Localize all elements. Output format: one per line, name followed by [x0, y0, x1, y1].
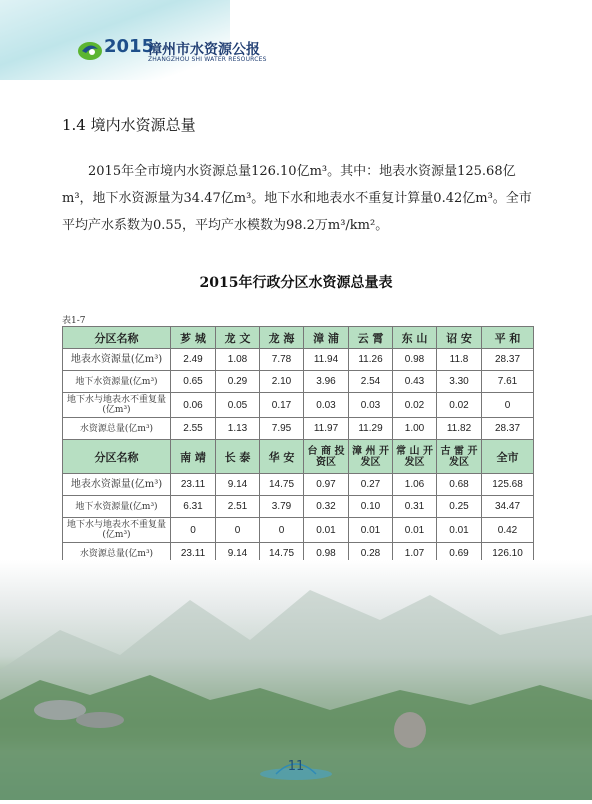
row-label: 地下水资源量(亿m³) — [63, 371, 171, 393]
table-cell: 0.27 — [349, 474, 393, 496]
water-resources-table — [62, 326, 534, 565]
table-cell: 1.00 — [393, 418, 437, 440]
header-cell: 芗 城 — [171, 327, 216, 349]
water-drop-logo-icon — [76, 39, 104, 61]
table-cell: 23.11 — [171, 543, 216, 565]
table-cell: 28.37 — [482, 349, 534, 371]
table-cell: 11.94 — [304, 349, 349, 371]
table-cell: 0.29 — [216, 371, 260, 393]
table-row — [63, 474, 534, 496]
table-cell: 2.49 — [171, 349, 216, 371]
table-cell: 0.01 — [437, 518, 482, 543]
header-cell: 东 山 — [393, 327, 437, 349]
header-cell: 全市 — [482, 440, 534, 474]
section-heading: 1.4 境内水资源总量 — [62, 116, 196, 134]
table-cell: 0.25 — [437, 496, 482, 518]
table-cell: 2.10 — [260, 371, 304, 393]
header-cell: 漳 州 开发区 — [349, 440, 393, 474]
table-cell: 0.17 — [260, 393, 304, 418]
table-cell: 11.82 — [437, 418, 482, 440]
table-cell: 6.31 — [171, 496, 216, 518]
table-row — [63, 393, 534, 418]
header-cell: 龙 海 — [260, 327, 304, 349]
table-cell: 14.75 — [260, 543, 304, 565]
table-cell: 0.03 — [304, 393, 349, 418]
table-cell: 0.02 — [437, 393, 482, 418]
table-cell: 7.95 — [260, 418, 304, 440]
table-row — [63, 349, 534, 371]
table-cell: 0.32 — [304, 496, 349, 518]
report-year: 2015 — [104, 36, 155, 57]
table-cell: 11.97 — [304, 418, 349, 440]
row-label: 水资源总量(亿m³) — [63, 543, 171, 565]
table-cell: 0.69 — [437, 543, 482, 565]
table-cell: 0 — [260, 518, 304, 543]
table-cell: 1.13 — [216, 418, 260, 440]
table-header-row — [63, 327, 534, 349]
header-cell: 长 泰 — [216, 440, 260, 474]
table-cell: 0.02 — [393, 393, 437, 418]
header-cell: 华 安 — [260, 440, 304, 474]
table-cell: 0.03 — [349, 393, 393, 418]
table-cell: 0.01 — [349, 518, 393, 543]
header-cell: 平 和 — [482, 327, 534, 349]
table-cell: 0.98 — [393, 349, 437, 371]
table-cell: 1.07 — [393, 543, 437, 565]
table-cell: 3.79 — [260, 496, 304, 518]
page-number: 11 — [287, 759, 305, 774]
report-title: 漳州市水资源公报 — [148, 42, 260, 58]
header-cell: 常 山 开发区 — [393, 440, 437, 474]
table-number: 表1-7 — [62, 316, 86, 326]
table-cell: 1.06 — [393, 474, 437, 496]
table-row — [63, 496, 534, 518]
table-cell: 2.51 — [216, 496, 260, 518]
page-header — [0, 0, 592, 80]
table-cell: 0 — [482, 393, 534, 418]
table-row — [63, 418, 534, 440]
row-label: 水资源总量(亿m³) — [63, 418, 171, 440]
header-cell: 云 霄 — [349, 327, 393, 349]
table-cell: 1.08 — [216, 349, 260, 371]
table-cell: 3.30 — [437, 371, 482, 393]
header-cell: 诏 安 — [437, 327, 482, 349]
table-cell: 11.8 — [437, 349, 482, 371]
table-cell: 14.75 — [260, 474, 304, 496]
table-cell: 0 — [171, 518, 216, 543]
table-cell: 0.01 — [304, 518, 349, 543]
table-cell: 0.68 — [437, 474, 482, 496]
table-cell: 28.37 — [482, 418, 534, 440]
table-cell: 11.26 — [349, 349, 393, 371]
table-cell: 0.98 — [304, 543, 349, 565]
table-row — [63, 518, 534, 543]
table-cell: 0.10 — [349, 496, 393, 518]
header-cell: 古 雷 开发区 — [437, 440, 482, 474]
table-cell: 2.54 — [349, 371, 393, 393]
table-row — [63, 371, 534, 393]
table-cell: 23.11 — [171, 474, 216, 496]
table-cell: 0.43 — [393, 371, 437, 393]
table-cell: 126.10 — [482, 543, 534, 565]
table-cell: 0.01 — [393, 518, 437, 543]
row-label: 地下水与地表水不重复量(亿m³) — [63, 518, 171, 543]
table-cell: 0.97 — [304, 474, 349, 496]
table-cell: 0.31 — [393, 496, 437, 518]
table-cell: 0 — [216, 518, 260, 543]
table-cell: 2.55 — [171, 418, 216, 440]
table-cell: 7.78 — [260, 349, 304, 371]
table-cell: 11.29 — [349, 418, 393, 440]
table-header-row — [63, 440, 534, 474]
header-cell: 南 靖 — [171, 440, 216, 474]
table-cell: 0.06 — [171, 393, 216, 418]
header-cell: 分区名称 — [63, 327, 171, 349]
table-cell: 7.61 — [482, 371, 534, 393]
table-cell: 125.68 — [482, 474, 534, 496]
header-cell: 分区名称 — [63, 440, 171, 474]
table-cell: 34.47 — [482, 496, 534, 518]
row-label: 地下水资源量(亿m³) — [63, 496, 171, 518]
report-subtitle: ZHANGZHOU SHI WATER RESOURCES — [148, 56, 267, 63]
row-label: 地表水资源量(亿m³) — [63, 349, 171, 371]
table-cell: 9.14 — [216, 543, 260, 565]
row-label: 地下水与地表水不重复量(亿m³) — [63, 393, 171, 418]
header-cell: 龙 文 — [216, 327, 260, 349]
table-cell: 0.42 — [482, 518, 534, 543]
table-cell: 0.28 — [349, 543, 393, 565]
table-cell: 0.65 — [171, 371, 216, 393]
header-cell: 漳 浦 — [304, 327, 349, 349]
table-cell: 3.96 — [304, 371, 349, 393]
section-paragraph: 2015年全市境内水资源总量126.10亿m³。其中：地表水资源量125.68亿m³，地下水资源量为34.47亿m³。地下水和地表水不重复计算量0.42亿m³。全市平均产水系数为0.55，平均产水模数为98.2万m³/km²。 — [62, 164, 532, 233]
header-cell: 台 商 投资区 — [304, 440, 349, 474]
row-label: 地表水资源量(亿m³) — [63, 474, 171, 496]
table-cell: 0.05 — [216, 393, 260, 418]
table-cell: 9.14 — [216, 474, 260, 496]
table-title: 2015年行政分区水资源总量表 — [199, 275, 393, 291]
